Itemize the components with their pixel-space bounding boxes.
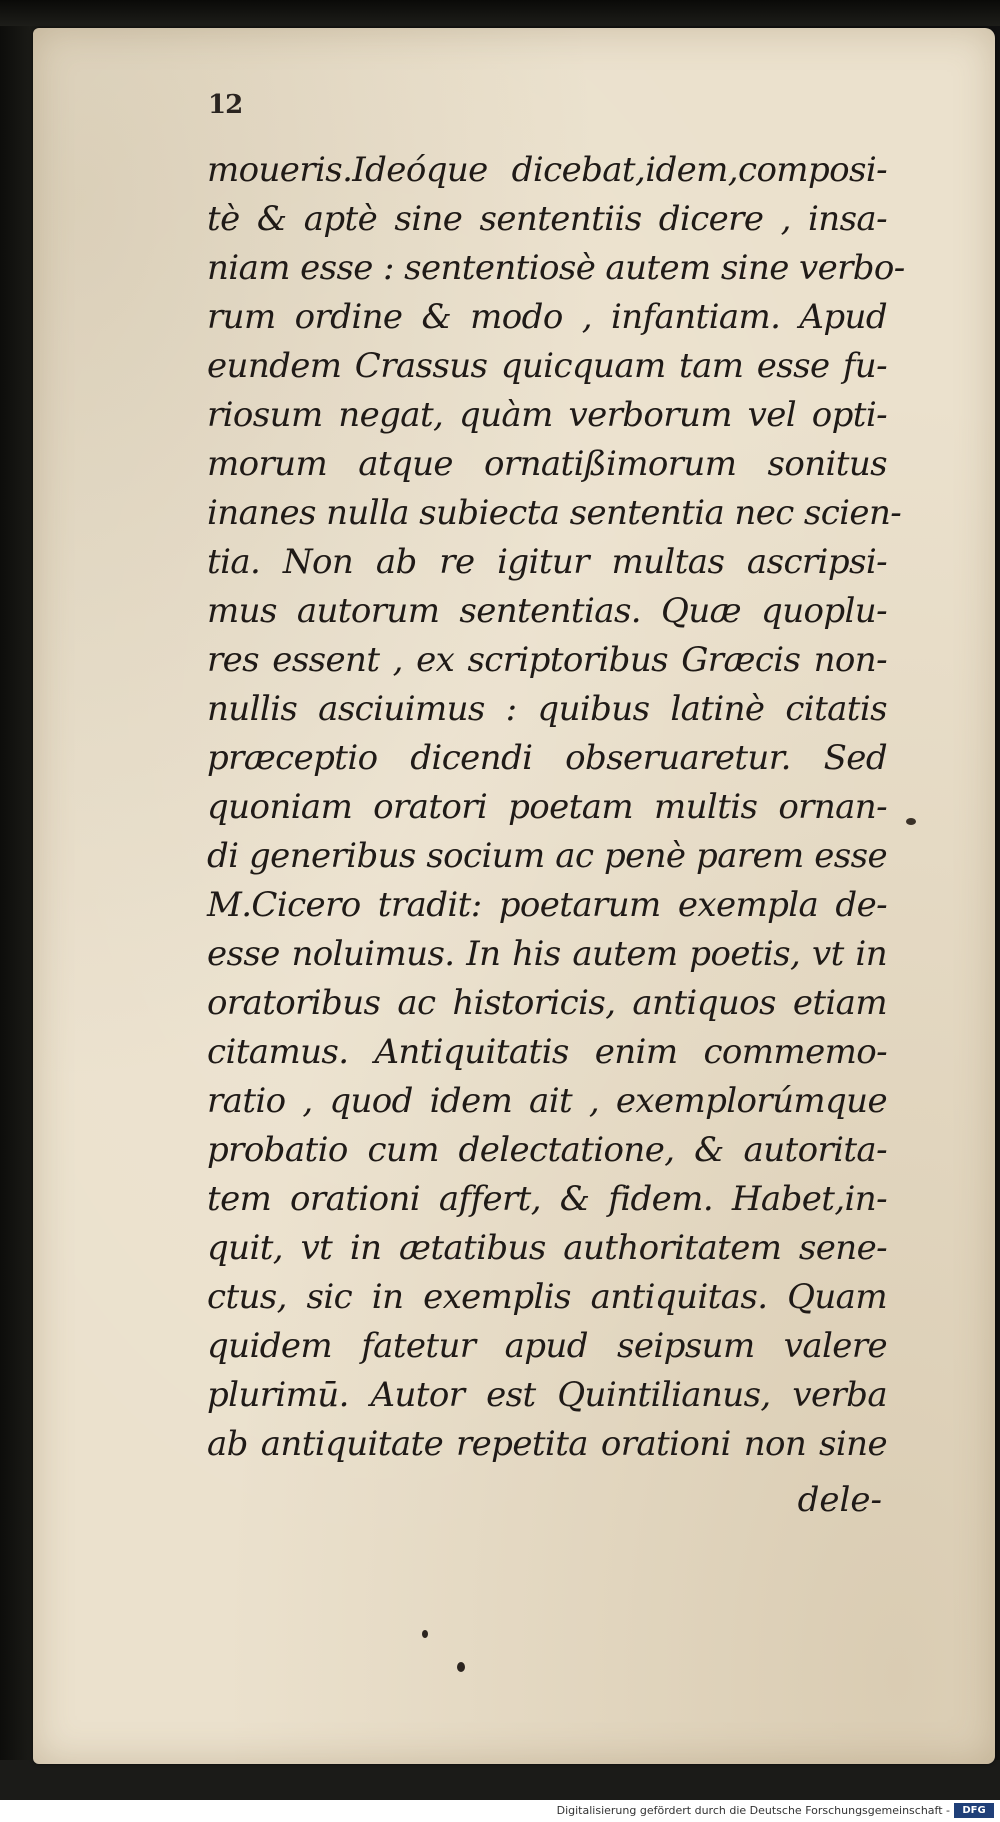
text-line: probatio cum delectatione, & autorita- (207, 1130, 887, 1170)
digitization-credit: Digitalisierung gefördert durch die Deutsche Forschungsgemeinschaft - (556, 1804, 950, 1817)
text-line: oratoribus ac historicis, antiquos etiam (207, 983, 887, 1023)
page-number: 12 (208, 90, 243, 120)
text-line: di generibus socium ac penè parem esse (207, 836, 887, 876)
signature-mark (422, 1630, 428, 1638)
signature-mark (457, 1662, 465, 1672)
text-line: quit, vt in ætatibus authoritatem sene- (207, 1228, 887, 1268)
text-line: rum ordine & modo , infantiam. Apud (207, 297, 887, 337)
text-line: riosum negat, quàm verborum vel opti- (207, 395, 887, 435)
text-line: præceptio dicendi obseruaretur. Sed (207, 738, 887, 778)
text-line: eundem Crassus quicquam tam esse fu- (207, 346, 887, 386)
text-line: niam esse : sententiosè autem sine verbo- (207, 248, 905, 288)
text-line: citamus. Antiquitatis enim commemo- (207, 1032, 887, 1072)
text-line: morum atque ornatißimorum sonitus (207, 444, 887, 484)
text-line: tia. Non ab re igitur multas ascripsi- (207, 542, 887, 582)
text-line: inanes nulla subiecta sententia nec scien- (207, 493, 902, 533)
scanner-edge-top (0, 0, 1000, 26)
text-line: ab antiquitate repetita orationi non sine (207, 1424, 887, 1464)
ink-speck (906, 818, 916, 825)
dfg-logo: DFG (954, 1803, 994, 1818)
text-line: quoniam oratori poetam multis ornan- (207, 787, 887, 827)
text-line: tem orationi affert, & fidem. Habet,in- (207, 1179, 887, 1219)
catchword: dele- (797, 1480, 882, 1520)
text-line: esse noluimus. In his autem poetis, vt in (207, 934, 887, 974)
body-text (207, 146, 905, 1469)
text-line: ctus, sic in exemplis antiquitas. Quam (207, 1277, 887, 1317)
text-line: res essent , ex scriptoribus Græcis non- (207, 640, 887, 680)
text-line: ratio , quod idem ait , exemplorúmque (207, 1081, 887, 1121)
text-line: mus autorum sententias. Quæ quoplu- (207, 591, 887, 631)
text-line: M.Cicero tradit: poetarum exempla de- (207, 885, 887, 925)
digitization-credit-bar (0, 1800, 1000, 1822)
text-line: moueris.Ideóque dicebat,idem,composi- (207, 150, 887, 190)
text-line: plurimū. Autor est Quintilianus, verba (207, 1375, 887, 1415)
text-line: nullis asciuimus : quibus latinè citatis (207, 689, 887, 729)
scanner-edge-bottom (0, 1760, 1000, 1800)
text-line: tè & aptè sine sententiis dicere , insa- (207, 199, 887, 239)
text-line: quidem fatetur apud seipsum valere (207, 1326, 887, 1366)
